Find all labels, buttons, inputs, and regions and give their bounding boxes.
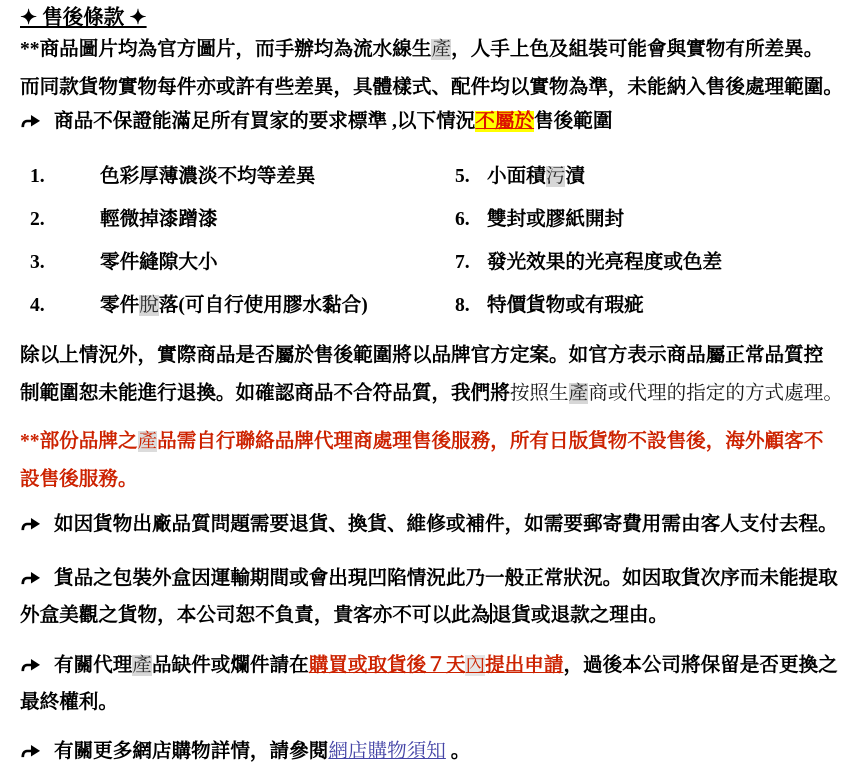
bullet-more-info [20, 735, 860, 769]
text-segment: 設售後服務。 [20, 469, 138, 490]
exclusion-list [20, 162, 860, 334]
text-segment: 污 [545, 166, 566, 187]
list-item-text [487, 162, 585, 192]
text-segment: 零件縫隙大小 [100, 252, 218, 273]
list-row [20, 248, 860, 291]
list-item-text [487, 205, 624, 235]
list-item-number: 7. [455, 252, 470, 273]
shop-guide-link[interactable]: 網店購物須知 [328, 741, 446, 762]
text-segment: ，人手上色及組裝可能會與實物有所差異。 [451, 39, 824, 60]
paragraph-brand-agent-notice [20, 423, 860, 499]
arrow-bullet-icon [20, 106, 41, 121]
text-segment: 如因貨物出廠品質問題需要退貨、換貨、維修或補件，如需要郵寄費用需由客人支付去程。 [54, 514, 838, 535]
list-row [20, 205, 860, 248]
list-item-number: 4. [30, 295, 45, 316]
text-segment: 產 [132, 655, 152, 676]
text-segment: 內 [465, 655, 486, 676]
list-item-number: 6. [455, 209, 470, 230]
list-item-number: 8. [455, 295, 470, 316]
text-segment: ✦ 售後條款 ✦ [20, 7, 147, 29]
bullet-packaging-dents [20, 560, 860, 634]
arrow-bullet-icon [20, 509, 41, 524]
arrow-bullet-icon [20, 736, 41, 751]
list-row [20, 162, 860, 205]
text-segment: 有關代理 [54, 655, 133, 676]
text-segment: 商品不保證能滿足所有買家的要求標準 ,以下情況 [54, 111, 476, 132]
text-line [20, 461, 860, 499]
text-segment: 外盒美觀之貨物，本公司恕不負責，貴客亦不可以此為 [20, 605, 491, 626]
text-segment: 提出申請 [485, 655, 564, 676]
text-line [20, 647, 860, 684]
list-row [20, 291, 860, 334]
text-segment: 小面積 [487, 166, 546, 187]
text-segment: 最終權利。 [20, 692, 118, 713]
text-segment: **部份品牌之 [20, 431, 138, 452]
text-segment: 貨品之包裝外盒因運輸期間或會出現凹陷情況此乃一般正常狀況。如因取貨次序而未能提取 [54, 568, 838, 589]
text-segment: 制範圍恕未能進行退換。如確認商品不合符品質，我們將 [20, 383, 510, 404]
text-segment: 不屬於 [475, 111, 535, 132]
text-line [20, 31, 860, 69]
list-item-number: 2. [30, 209, 45, 230]
text-segment: 零件 [100, 295, 140, 316]
text-segment: 退貨或退款之理由。 [491, 605, 669, 626]
text-line [20, 69, 860, 107]
list-item-text [100, 248, 218, 278]
text-segment: 特價貨物或有瑕疵 [487, 295, 644, 316]
page-title [20, 3, 860, 33]
text-segment: ，過後本公司將保留是否更換之 [563, 655, 838, 676]
text-line [20, 597, 860, 634]
text-line [20, 508, 860, 542]
list-item-text [100, 162, 316, 192]
list-item-text [100, 291, 368, 321]
text-line [20, 105, 860, 139]
text-line [20, 684, 860, 721]
text-segment: 輕微掉漆蹭漆 [100, 209, 218, 230]
text-segment: 除以上情況外，實際商品是否屬於售後範圍將以品牌官方定案。如官方表示商品屬正常品質控 [20, 345, 824, 366]
paragraph-product-images [20, 31, 860, 107]
text-segment: 。 [445, 741, 471, 762]
list-item-number: 3. [30, 252, 45, 273]
arrow-bullet-icon [20, 648, 41, 663]
list-item-text [487, 248, 722, 278]
text-segment: 產 [568, 383, 589, 404]
text-segment: **商品圖片均為官方圖片，而手辦均為流水線生 [20, 39, 432, 60]
list-item-number: 5. [455, 166, 470, 187]
text-segment: 雙封或膠紙開封 [487, 209, 625, 230]
text-segment: 按照生 [509, 383, 569, 404]
text-segment: 有關更多網店購物詳情，請參閱 [54, 741, 329, 762]
arrow-bullet-icon [20, 561, 41, 576]
bullet-return-shipping [20, 508, 860, 542]
bullet-missing-parts-7days [20, 647, 860, 721]
text-segment: 產 [137, 431, 158, 452]
text-line [20, 423, 860, 461]
text-segment: 售後範圍 [534, 111, 613, 132]
text-segment: 產 [431, 39, 452, 60]
text-line [20, 735, 860, 769]
list-item-text [100, 205, 218, 235]
text-line [20, 337, 860, 375]
text-segment: 脫 [139, 295, 159, 316]
text-line [20, 375, 860, 413]
text-segment: 色彩厚薄濃淡不均等差異 [100, 166, 316, 187]
bullet-not-covered [20, 105, 860, 139]
text-segment: 品需自行聯絡品牌代理商處理售後服務，所有日版貨物不設售後，海外顧客不 [157, 431, 824, 452]
text-segment: 漬 [565, 166, 585, 187]
list-item-text [487, 291, 644, 321]
paragraph-official-decision [20, 337, 860, 413]
list-item-number: 1. [30, 166, 45, 187]
text-segment: 而同款貨物實物每件亦或許有些差異，具體樣式、配件均以實物為準，未能納入售後處理範圍。 [20, 77, 843, 98]
text-segment: 品缺件或爛件請在 [151, 655, 309, 676]
text-line [20, 560, 860, 597]
text-segment: 商或代理的指定的方式處理。 [588, 383, 843, 404]
text-segment: 落(可自行使用膠水黏合) [158, 295, 368, 316]
text-segment: 發光效果的光亮程度或色差 [487, 252, 723, 273]
text-line [20, 3, 860, 33]
text-segment: 購買或取貨後７天 [308, 655, 466, 676]
